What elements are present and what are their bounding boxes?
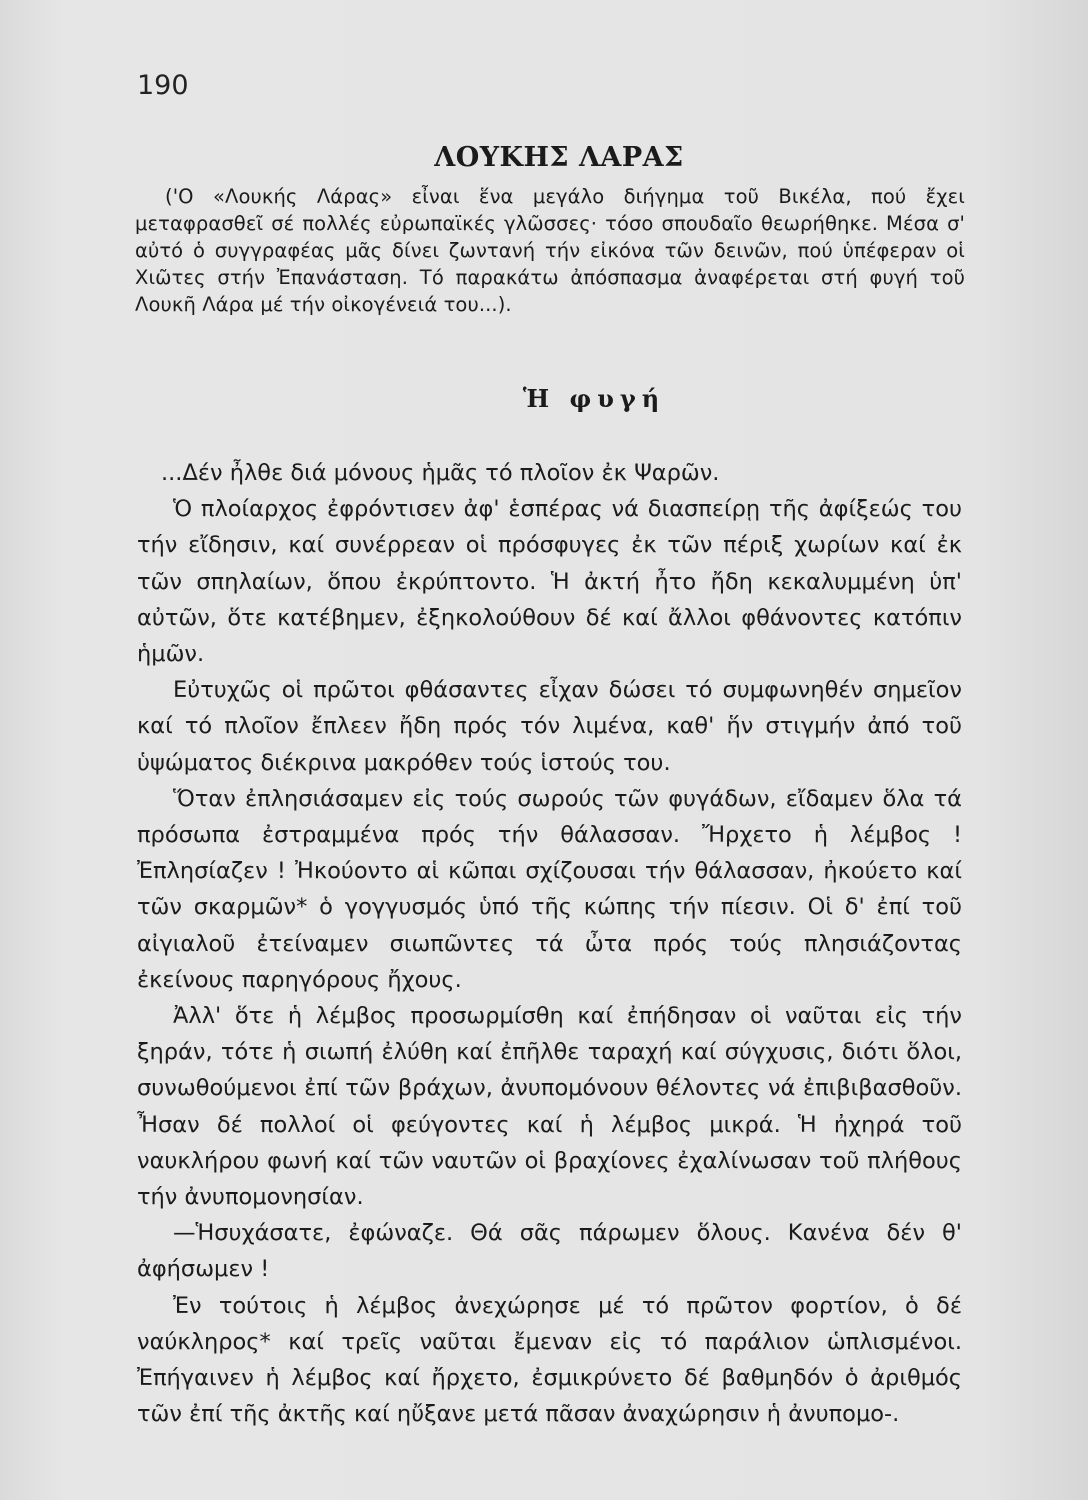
paragraph: Ἀλλ' ὅτε ἡ λέμβος προσωρμίσθη καί ἐπήδησαν οἱ ναῦται εἰς τήν ξηράν, τότε ἡ σιωπή ἐλύθη καί ἐπῆλθε ταραχή καί σύγχυσις, διότι ὅλοι, συνωθούμενοι ἐπί τῶν βράχων, ἀνυπομόνουν θέλοντες νά ἐπιβιβασθοῦν. Ἦσαν δέ πολλοί οἱ φεύγοντες καί ἡ λέμβος μικρά. Ἡ ἠχηρά τοῦ ναυκλήρου φωνή καί τῶν ναυτῶν οἱ βραχίονες ἐχαλίνωσαν τοῦ πλήθους τήν ἀνυπομονησίαν. (137, 1003, 962, 1211)
page-number: 190 (137, 70, 189, 101)
paragraph: ...Δέν ἦλθε διά μόνους ἡμᾶς τό πλοῖον ἐκ Ψαρῶν. (161, 460, 720, 486)
paragraph: —Ἡσυχάσατε, ἐφώναζε. Θά σᾶς πάρωμεν ὅλους. Κανένα δέν θ' ἀφήσωμεν ! (137, 1220, 962, 1283)
paragraph: Εὐτυχῶς οἱ πρῶτοι φθάσαντες εἶχαν δώσει τό συμφωνηθέν σημεῖον καί τό πλοῖον ἔπλεεν ἤδη πρός τόν λιμένα, καθ' ἥν στιγμήν ἀπό τοῦ ὑψώματος διέκρινα μακρόθεν τούς ἱστούς του. (137, 677, 962, 776)
paragraph: Ἐν τούτοις ἡ λέμβος ἀνεχώρησε μέ τό πρῶτον φορτίον, ὁ δέ ναύκληρος* καί τρεῖς ναῦται ἔμεναν εἰς τό παράλιον ὡπλισμένοι. Ἐπήγαινεν ἡ λέμβος καί ἤρχετο, ἐσμικρύνετο δέ βαθμηδόν ὁ ἀριθμός τῶν ἐπί τῆς ἀκτῆς καί ηὔξανε μετά πᾶσαν ἀναχώρησιν ἡ ἀνυπομο-. (137, 1292, 962, 1428)
chapter-title: ΛΟΥΚΗΣ ΛΑΡΑΣ (434, 142, 684, 173)
paragraph: Ὅταν ἐπλησιάσαμεν εἰς τούς σωρούς τῶν φυγάδων, εἴδαμεν ὅλα τά πρόσωπα ἐστραμμένα πρός τήν θάλασσαν. Ἤρχετο ἡ λέμβος ! Ἐπλησίαζεν ! Ἠκούοντο αἱ κῶπαι σχίζουσαι τήν θάλασσαν, ἠκούετο καί τῶν σκαρμῶν* ὁ γογγυσμός ὑπό τῆς κώπης τήν πίεσιν. Οἱ δ' ἐπί τοῦ αἰγιαλοῦ ἐτείναμεν σιωπῶντες τά ὦτα πρός τούς πλησιάζοντας ἐκείνους παρηγόρους ἤχους. (137, 785, 962, 993)
paragraph: Ὁ πλοίαρχος ἐφρόντισεν ἀφ' ἑσπέρας νά διασπείρῃ τῆς ἀφίξεώς του τήν εἴδησιν, καί συνέρρεαν οἱ πρόσφυγες ἐκ τῶν πέριξ χωρίων καί ἐκ τῶν σπηλαίων, ὅπου ἐκρύπτοντο. Ἡ ἀκτή ἦτο ἤδη κεκαλυμμένη ὑπ' αὐτῶν, ὅτε κατέβημεν, ἐξηκολούθουν δέ καί ἄλλοι φθάνοντες κατόπιν ἡμῶν. (137, 496, 962, 668)
main-text (137, 455, 962, 1432)
section-title: Ἡ φυγή (522, 384, 666, 413)
intro-note (135, 183, 965, 318)
intro-text: ('Ο «Λουκής Λάρας» εἶναι ἕνα μεγάλο διήγημα τοῦ Βικέλα, πού ἔχει μεταφρασθεῖ σέ πολλές εὐρωπαϊκές γλῶσσες· τόσο σπουδαῖο θεωρήθηκε. Μέσα σ' αὐτό ὁ συγγραφέας μᾶς δίνει ζωντανή τήν εἰκόνα τῶν δεινῶν, πού ὑπέφεραν οἱ Χιῶτες στήν Ἐπανάσταση. Τό παρακάτω ἀπόσπασμα ἀναφέρεται στή φυγή τοῦ Λουκῆ Λάρα μέ τήν οἰκογένειά του...). (135, 185, 965, 316)
